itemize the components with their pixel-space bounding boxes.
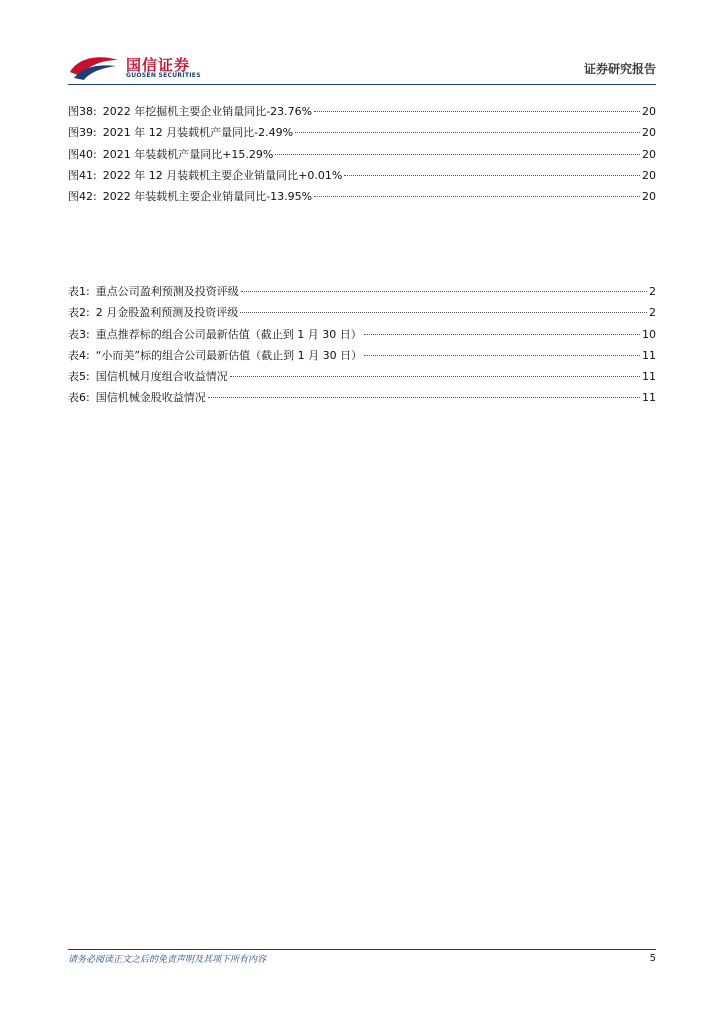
toc-entry-page: 2: [649, 285, 656, 298]
toc-entry-page: 11: [642, 370, 656, 384]
toc-entry-label: 表3:: [68, 327, 90, 341]
page-header: [68, 50, 656, 86]
figure-toc-entry[interactable]: [68, 144, 656, 165]
toc-entry-label: 表5:: [68, 370, 90, 384]
header-divider: [68, 84, 656, 85]
footer-disclaimer: 请务必阅读正文之后的免责声明及其项下所有内容: [68, 955, 267, 965]
toc-entry-label: 表2:: [68, 306, 90, 320]
figure-toc-entry[interactable]: [68, 165, 656, 186]
report-type-label: 证券研究报告: [583, 62, 656, 76]
toc-entry-label: 图41:: [68, 168, 97, 182]
dot-leader: [275, 154, 640, 155]
toc-entry-label: 图38:: [68, 105, 97, 118]
dot-leader: [241, 291, 647, 292]
toc-entry-page: 20: [642, 190, 656, 204]
dot-leader: [364, 334, 640, 335]
figure-list: [68, 101, 656, 207]
toc-entry-label: 表4:: [68, 348, 90, 362]
toc-entry-title: 2022 年装载机主要企业销量同比-13.95%: [102, 190, 313, 204]
dot-leader: [364, 355, 640, 356]
toc-entry-title: 国信机械月度组合收益情况: [95, 370, 228, 384]
toc-entry-page: 20: [642, 147, 656, 161]
toc-entry-label: 图42:: [68, 190, 97, 204]
figure-toc-entry[interactable]: [68, 122, 656, 143]
toc-entry-page: 11: [642, 348, 656, 362]
dot-leader: [295, 132, 640, 133]
toc-entry-page: 11: [642, 391, 656, 405]
toc-entry-title: 2021 年装载机产量同比+15.29%: [102, 147, 274, 161]
toc-entry-title: 国信机械金股收益情况: [95, 391, 206, 405]
toc-entry-page: 20: [642, 168, 656, 182]
toc-entry-title: “小而美”标的组合公司最新估值（截止到 1 月 30 日）: [95, 348, 363, 362]
toc-entry-title: 2022 年 12 月装载机主要企业销量同比+0.01%: [102, 168, 343, 182]
table-toc-entry[interactable]: [68, 302, 656, 323]
toc-entry-page: 20: [642, 126, 656, 140]
table-toc-entry[interactable]: [68, 345, 656, 366]
toc-entry-label: 表1:: [68, 285, 90, 298]
table-toc-entry[interactable]: [68, 324, 656, 345]
toc-entry-page: 2: [649, 306, 656, 320]
toc-entry-page: 20: [642, 105, 656, 118]
table-toc-entry[interactable]: [68, 366, 656, 387]
dot-leader: [314, 111, 640, 112]
toc-entry-page: 10: [642, 327, 656, 341]
toc-entry-title: 重点推荐标的组合公司最新估值（截止到 1 月 30 日）: [95, 327, 362, 341]
toc-entry-title: 2021 年 12 月装载机产量同比-2.49%: [102, 126, 294, 140]
logo-mark-icon: [68, 52, 122, 82]
toc-entry-label: 表6:: [68, 391, 90, 405]
dot-leader: [230, 376, 640, 377]
dot-leader: [240, 312, 647, 313]
dot-leader: [314, 196, 640, 197]
dot-leader: [208, 397, 640, 398]
toc-entry-label: 图39:: [68, 126, 97, 140]
logo-text-cn: 国信证券: [126, 56, 191, 74]
toc-entry-label: 图40:: [68, 147, 97, 161]
figure-toc-entry[interactable]: [68, 101, 656, 122]
dot-leader: [344, 175, 640, 176]
figure-toc-entry[interactable]: [68, 186, 656, 207]
table-toc-entry[interactable]: [68, 387, 656, 408]
table-toc-entry[interactable]: [68, 281, 656, 302]
page-number: 5: [649, 953, 656, 964]
footer-divider: [68, 949, 656, 950]
toc-entry-title: 重点公司盈利预测及投资评级: [95, 285, 239, 298]
table-list: [68, 281, 656, 409]
toc-entry-title: 2022 年挖掘机主要企业销量同比-23.76%: [102, 105, 313, 118]
logo-text-en: GUOSEN SECURITIES: [126, 72, 201, 79]
toc-entry-title: 2 月金股盈利预测及投资评级: [95, 306, 239, 320]
